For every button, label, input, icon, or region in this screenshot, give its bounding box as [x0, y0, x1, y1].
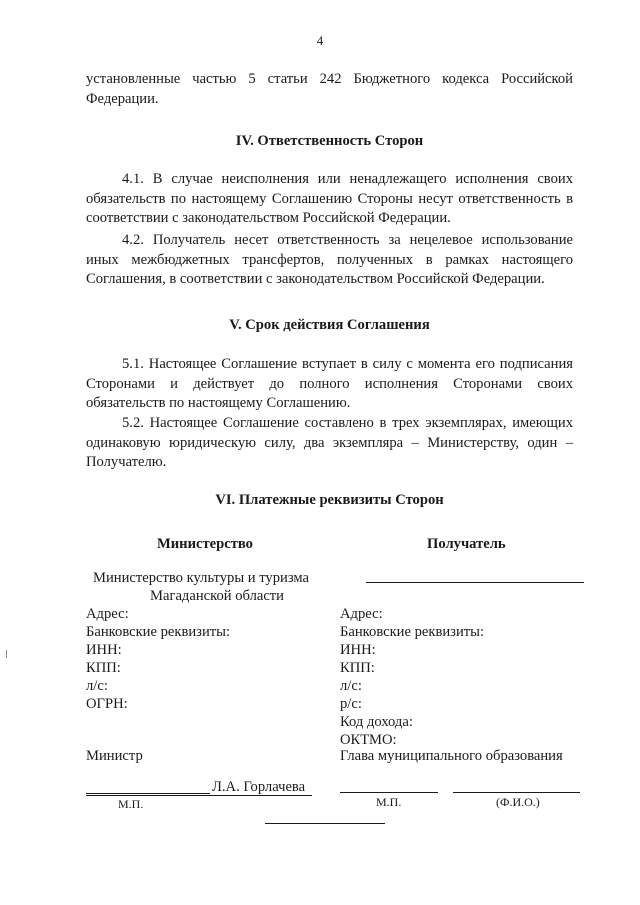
ministry-field-address: Адрес:: [86, 606, 129, 622]
recipient-signer-title: Глава муниципального образования: [340, 748, 563, 764]
recipient-field-oktmo: ОКТМО:: [340, 732, 397, 748]
section-6-title: VI. Платежные реквизиты Сторон: [215, 492, 444, 508]
scan-mark: [6, 650, 7, 658]
ministry-field-bank: Банковские реквизиты:: [86, 624, 230, 640]
section-4-title: IV. Ответственность Сторон: [235, 133, 424, 149]
section-5-paragraph-2: 5.2. Настоящее Соглашение составлено в трех экземплярах, имеющих одинаковую юридическую силу, два экземпляра – Министерству, один – Получателю.: [86, 415, 573, 470]
ministry-signer-title: Министр: [86, 748, 143, 764]
page-number: 4: [316, 33, 324, 48]
ministry-name-line-2: Магаданской области: [150, 588, 284, 604]
ministry-name-line-1: Министерство культуры и туризма: [93, 570, 309, 586]
recipient-field-account: л/с:: [340, 678, 362, 694]
recipient-field-settlement: р/с:: [340, 696, 362, 712]
recipient-field-kpp: КПП:: [340, 660, 375, 676]
section-4-paragraph-1: 4.1. В случае неисполнения или ненадлежащего исполнения своих обязательств по настоящему Соглашению Стороны несут ответственность в соответствии с законодательством Российской Федерации.: [86, 171, 573, 226]
ministry-stamp-label: М.П.: [118, 797, 144, 811]
section-4-paragraph-2: 4.2. Получатель несет ответственность за нецелевое использование иных межбюджетных трансфертов, полученных в рамках настоящего Соглашения, в соответствии с законодательством Российской Федерации.: [86, 232, 573, 287]
ministry-field-inn: ИНН:: [86, 642, 122, 658]
ministry-field-account: л/с:: [86, 678, 108, 694]
recipient-name-hint: (Ф.И.О.): [496, 795, 540, 809]
ministry-signature-line: [86, 793, 210, 794]
section-5-paragraph-1: 5.1. Настоящее Соглашение вступает в силу с момента его подписания Сторонами и действует до полного исполнения Сторонами своих обязательств по настоящему Соглашению.: [86, 356, 573, 411]
ministry-field-ogrn: ОГРН:: [86, 696, 128, 712]
ministry-field-kpp: КПП:: [86, 660, 121, 676]
ministry-stamp-line: [86, 795, 312, 796]
ministry-heading: Министерство: [157, 536, 253, 552]
recipient-name-signature-line: [453, 792, 580, 793]
recipient-field-inn: ИНН:: [340, 642, 376, 658]
recipient-field-address: Адрес:: [340, 606, 383, 622]
recipient-field-income-code: Код дохода:: [340, 714, 413, 730]
ministry-signer-name: Л.А. Горлачева: [212, 779, 306, 795]
intro-line-2: Федерации.: [86, 91, 159, 107]
intro-line-1: установленные частью 5 статьи 242 Бюджетного кодекса Российской: [86, 71, 573, 87]
recipient-name-line: [366, 582, 584, 583]
recipient-field-bank: Банковские реквизиты:: [340, 624, 484, 640]
section-5-title: V. Срок действия Соглашения: [229, 317, 430, 333]
recipient-stamp-label: М.П.: [376, 795, 402, 809]
recipient-heading: Получатель: [427, 536, 506, 552]
recipient-signature-line: [340, 792, 438, 793]
closing-rule: [265, 823, 385, 824]
